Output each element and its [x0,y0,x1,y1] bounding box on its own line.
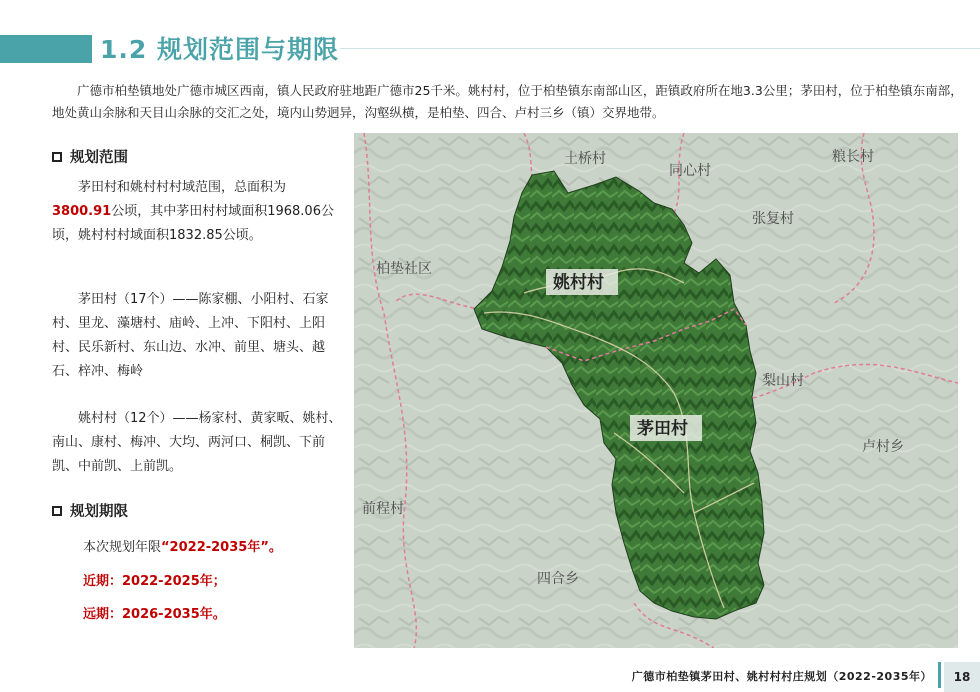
footer-accent-bar [938,662,941,688]
page-title: 1.2 规划范围与期限 [100,35,339,64]
map-label-zhangfu: 张复村 [752,211,794,227]
planning-map [354,133,958,648]
scope-heading-label: 规划范围 [70,150,128,166]
map-label-liangchang: 粮长村 [832,149,874,165]
term-line [83,536,282,555]
map-label-sihe: 四合乡 [537,571,579,587]
yaocun-villages-paragraph: 姚村村（12个）——杨家村、黄家畈、姚村、南山、康村、梅冲、大均、两河口、桐凯、下前凯、中前凯、上前凯。 [52,411,342,474]
header-divider [340,48,980,49]
header-accent-bar [0,35,92,63]
term-far: 远期：2026-2035年。 [83,607,226,622]
term-line-value: “2022-2035年”。 [161,540,282,555]
checkbox-square-icon [52,506,62,516]
maotian-villages-paragraph: 茅田村（17个）——陈家棚、小阳村、石家村、里龙、藻塘村、庙岭、上冲、下阳村、上阳村、民乐新村、东山边、水冲、前里、塘头、越石、梓冲、梅岭 [52,292,329,379]
term-near: 近期：2022-2025年； [83,574,226,589]
map-label-maotian: 茅田村 [637,419,688,439]
map-label-lishan: 梨山村 [762,373,804,389]
map-label-tuqiao: 土桥村 [564,151,606,167]
checkbox-square-icon [52,152,62,162]
map-label-yaocun: 姚村村 [553,273,604,293]
map-graphic [354,133,958,648]
term-heading-label: 规划期限 [70,504,128,520]
intro-paragraph: 广德市柏垫镇地处广德市城区西南，镇人民政府驻地距广德市25千米。姚村村，位于柏垫镇东南部山区，距镇政府所在地3.3公里；茅田村，位于柏垫镇东南部，地处黄山余脉和天目山余脉的交汇之处，境内山势迥异，沟壑纵横，是柏垫、四合、卢村三乡（镇）交界地带。 [52,83,963,120]
scope-area-paragraph [52,176,342,248]
footer-text: 广德市柏垫镇茅田村、姚村村村庄规划（2022-2035年） [631,670,932,683]
term-heading [52,500,128,521]
map-label-qiancheng: 前程村 [362,501,404,517]
scope-area-prefix: 茅田村和姚村村村域范围，总面积为 [78,180,287,195]
scope-area-total: 3800.91 [52,204,112,219]
term-line-prefix: 本次规划年限 [83,540,162,555]
map-label-lucun: 卢村乡 [862,439,904,455]
map-label-baidian: 柏垫社区 [376,261,432,277]
scope-area-suffix: 公顷，其中茅田村村域面积1968.06公顷，姚村村村域面积1832.85公顷。 [52,204,334,243]
scope-heading [52,146,128,167]
map-label-tongxin: 同心村 [669,163,711,179]
page-number: 18 [944,662,980,692]
